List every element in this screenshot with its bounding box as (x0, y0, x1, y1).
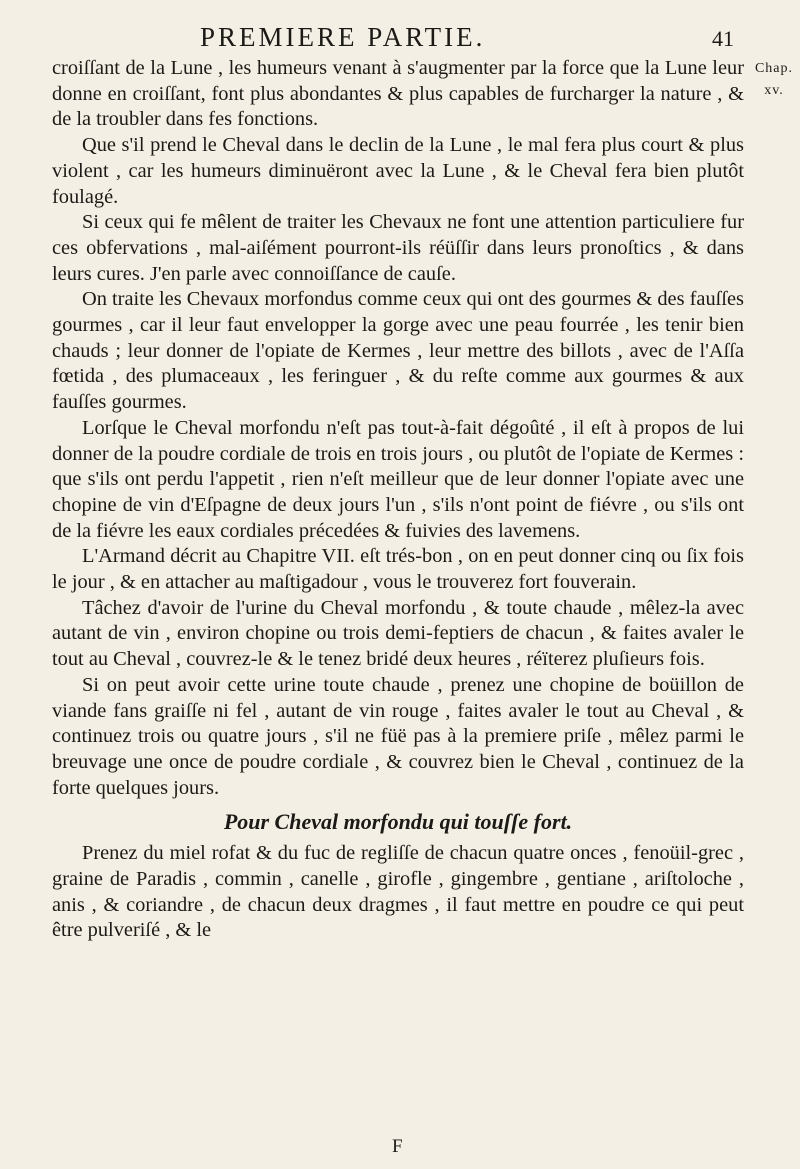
paragraph: Si ceux qui fe mêlent de traiter les Chevaux ne font une attention particuliere fur ces obfervations , mal-aiſément pourront-ils réüſſir dans leurs pronoſtics , & dans leurs cures. J'en parle avec connoiſſance de cauſe. (52, 211, 744, 285)
chapter-number: xv. (764, 83, 784, 98)
paragraph: croiſſant de la Lune , les humeurs venant à s'augmenter par la force que la Lune leur donne en croiſſant, font plus abondantes & plus capables de furcharger la nature , & de la troubler dans fes fonctions. (52, 57, 744, 131)
signature-mark: F (392, 1136, 403, 1157)
running-title: PREMIERE PARTIE. (200, 22, 486, 52)
paragraph: L'Armand décrit au Chapitre VII. eſt trés-bon , on en peut donner cinq ou ſix fois le jour , & en attacher au maſtigadour , vous le trouverez fort fouverain. (52, 545, 744, 594)
body-text (52, 56, 744, 944)
section-heading: Pour Cheval morfondu qui touſſe fort. (223, 809, 573, 835)
paragraph: Prenez du miel rofat & du fuc de regliſſe de chacun quatre onces , fenoüil-grec , graine de Paradis , commin , canelle , girofle , gingembre , gentiane , ariſtoloche , anis , & coriandre , de chacun deux dragmes , il faut mettre en poudre ce qui peut être pulveriſé , & le (52, 842, 744, 942)
paragraph: Lorſque le Cheval morfondu n'eſt pas tout-à-fait dégoûté , il eſt à propos de lui donner de la poudre cordiale de trois en trois jours , ou plutôt de l'opiate de Kermes : que s'ils ont perdu l'appetit , rien n'eſt meilleur que de leur donner l'opiate avec une chopine de vin d'Eſpagne de deux jours l'un , s'ils n'ont point de fiévre , ou s'ils ont de la fiévre les eaux cordiales précedées & fuivies des lavemens. (52, 416, 744, 542)
page-number: 41 (712, 26, 734, 51)
paragraph: On traite les Chevaux morfondus comme ceux qui ont des gourmes & des fauſſes gourmes , car il leur faut envelopper la gorge avec une peau fourrée , les tenir bien chauds ; leur donner de l'opiate de Kermes , leur mettre des billots , avec de l'Aſſa fœtida , des plumaceaux , les feringuer , & du reſte comme aux gourmes & aux fauſſes gourmes. (52, 288, 744, 414)
paragraph: Que s'il prend le Cheval dans le declin de la Lune , le mal fera plus court & plus violent , car les humeurs diminuëront avec la Lune , & le Cheval fera bien plutôt foulagé. (52, 134, 744, 208)
paragraph: Si on peut avoir cette urine toute chaude , prenez une chopine de boüillon de viande fans graiſſe ni fel , autant de vin rouge , faites avaler le tout au Cheval , & continuez trois ou quatre jours , s'il ne füë pas à la premiere priſe , mêlez parmi le breuvage une once de poudre cordiale , & couvrez bien le Cheval , continuez de la forte quelques jours. (52, 673, 744, 799)
chapter-label: Chap. (754, 61, 794, 76)
chapter-margin-note (750, 58, 798, 102)
paragraph: Tâchez d'avoir de l'urine du Cheval morfondu , & toute chaude , mêlez-la avec autant de vin , environ chopine ou trois demi-feptiers de chacun , & faites avaler le tout au Cheval , couvrez-le & le tenez bridé deux heures , réïterez pluſieurs fois. (52, 596, 744, 671)
